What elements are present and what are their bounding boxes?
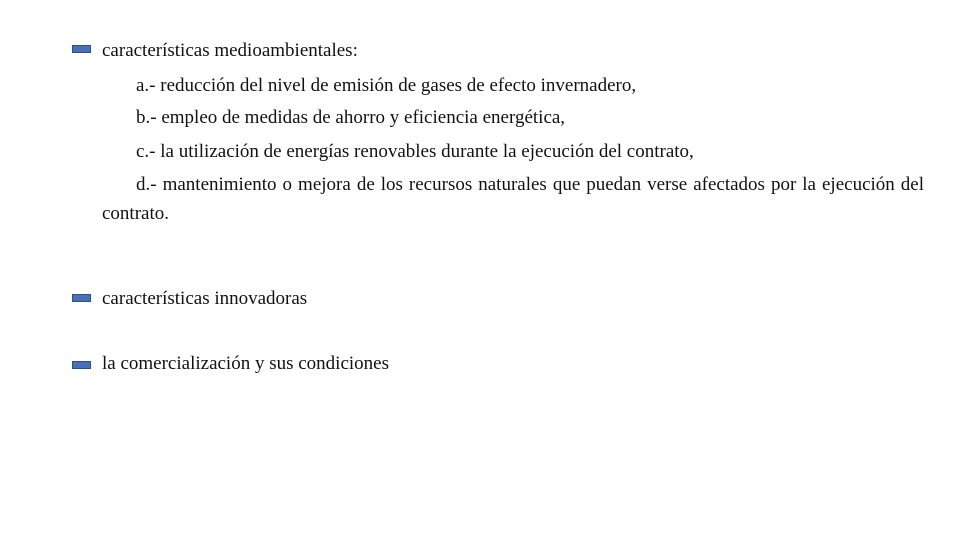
heading-text: características medioambientales — [102, 40, 353, 61]
section-heading-commercialization: la comercialización y sus condiciones — [102, 353, 390, 374]
list-item-a: a.- reducción del nivel de emisión de gases de efecto invernadero, — [136, 75, 637, 96]
heading-colon: : — [352, 40, 358, 61]
bullet-icon-2 — [72, 294, 91, 302]
bullet-icon-1 — [72, 45, 91, 53]
bullet-icon-3 — [72, 361, 91, 369]
list-item-c: c.- la utilización de energías renovables durante la ejecución del contrato, — [136, 141, 694, 162]
list-item-d: d.- mantenimiento o mejora de los recursos naturales que puedan verse afectados por la ejecución del contrato. — [102, 174, 924, 224]
section-heading-innovative: características innovadoras — [102, 288, 308, 309]
section-heading-environmental — [102, 36, 358, 66]
list-item-b: b.- empleo de medidas de ahorro y eficiencia energética, — [136, 107, 566, 128]
